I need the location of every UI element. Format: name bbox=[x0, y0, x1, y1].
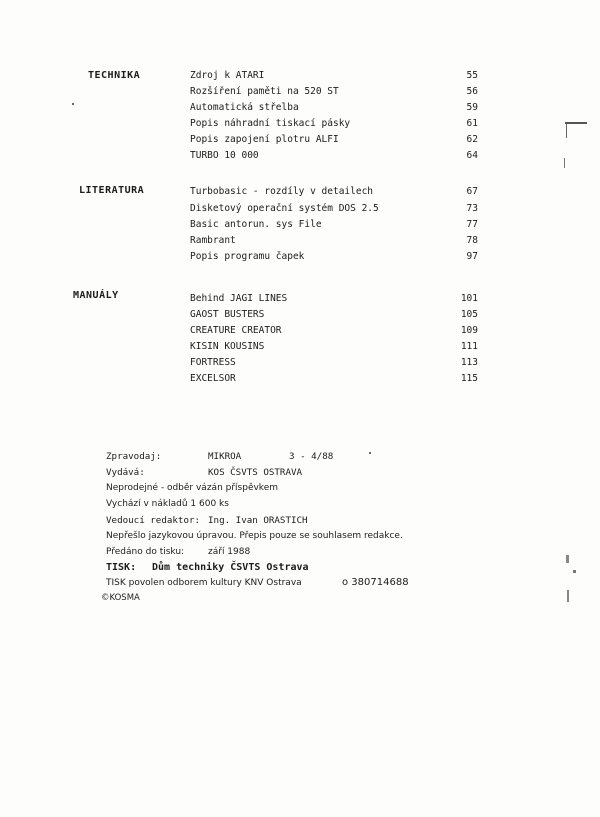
imprint-issue: 3 - 4/88 bbox=[289, 451, 334, 462]
imprint-code: o 380714688 bbox=[342, 577, 409, 588]
toc-entry-title: Popis náhradní tiskací pásky bbox=[190, 118, 351, 129]
toc-entry-title: Rozšíření paměti na 520 ST bbox=[190, 86, 339, 97]
toc-entry-page: 59 bbox=[466, 102, 478, 113]
copyright-kosma: ©KOSMA bbox=[101, 593, 140, 603]
imprint-value-redaktor: Ing. Ivan ORASTICH bbox=[208, 515, 308, 526]
scan-mark bbox=[565, 122, 587, 124]
toc-entry-page: 115 bbox=[460, 373, 478, 384]
toc-entry-page: 67 bbox=[466, 186, 478, 197]
toc-entry-page: 73 bbox=[466, 203, 478, 214]
imprint-value-zpravodaj: MIKROA bbox=[208, 451, 242, 462]
toc-entry-title: TURBO 10 000 bbox=[190, 150, 259, 161]
toc-entry-page: 64 bbox=[466, 150, 478, 161]
scan-mark bbox=[566, 124, 567, 138]
toc-entry-page: 105 bbox=[460, 309, 478, 320]
toc-entry-page: 109 bbox=[460, 325, 478, 336]
toc-entry-page: 62 bbox=[466, 134, 478, 145]
toc-entry-title: CREATURE CREATOR bbox=[190, 325, 282, 336]
toc-entry-title: KISIN KOUSINS bbox=[190, 341, 265, 352]
section-heading-manualy: MANUÁLY bbox=[73, 290, 119, 301]
imprint-vychazi: Vychází v nákladů 1 600 ks bbox=[106, 499, 229, 509]
imprint-label-predano: Předáno do tisku: bbox=[106, 547, 185, 557]
imprint-povolen: TISK povolen odborem kultury KNV Ostrava bbox=[106, 578, 302, 588]
toc-entry-page: 101 bbox=[460, 293, 478, 304]
toc-entry-title: Basic antorun. sys File bbox=[190, 219, 322, 230]
toc-entry-title: Popis zapojení plotru ALFI bbox=[190, 134, 339, 145]
imprint-neprodejne: Neprodejné - odběr vázán příspěvkem bbox=[106, 483, 279, 493]
section-heading-literatura: LITERATURA bbox=[79, 185, 145, 196]
imprint-label-tisk: TISK: bbox=[106, 562, 137, 573]
imprint-label-vydava: Vydává: bbox=[106, 467, 145, 478]
toc-entry-title: GAOST BUSTERS bbox=[190, 309, 265, 320]
toc-entry-title: Automatická střelba bbox=[190, 102, 299, 113]
scan-mark bbox=[573, 570, 576, 573]
toc-entry-page: 78 bbox=[466, 235, 478, 246]
toc-entry-title: FORTRESS bbox=[190, 357, 236, 368]
toc-entry-title: Popis programu čapek bbox=[190, 251, 305, 262]
toc-entry-page: 56 bbox=[466, 86, 478, 97]
toc-entry-page: 111 bbox=[460, 341, 478, 352]
toc-entry-title: Behind JAGI LINES bbox=[190, 293, 288, 304]
toc-entry-page: 97 bbox=[466, 251, 478, 262]
imprint-value-predano: září 1988 bbox=[208, 547, 251, 557]
scan-mark bbox=[567, 590, 569, 602]
scan-mark bbox=[566, 555, 569, 563]
toc-entry-title: Zdroj k ATARI bbox=[190, 70, 265, 81]
toc-entry-page: 113 bbox=[460, 357, 478, 368]
toc-entry-page: 61 bbox=[466, 118, 478, 129]
scan-mark bbox=[369, 452, 371, 454]
section-heading-technika: TECHNIKA bbox=[88, 70, 141, 81]
toc-entry-page: 77 bbox=[466, 219, 478, 230]
toc-entry-title: EXCELSOR bbox=[190, 373, 236, 384]
toc-entry-page: 55 bbox=[466, 70, 478, 81]
toc-entry-title: Disketový operační systém DOS 2.5 bbox=[190, 203, 379, 214]
imprint-value-tisk: Dům techniky ČSVTS Ostrava bbox=[152, 562, 309, 573]
imprint-label-redaktor: Vedoucí redaktor: bbox=[106, 515, 201, 526]
imprint-label-zpravodaj: Zpravodaj: bbox=[106, 451, 162, 462]
toc-entry-title: Turbobasic - rozdíly v detailech bbox=[190, 186, 374, 197]
scan-mark bbox=[72, 103, 74, 105]
toc-entry-title: Rambrant bbox=[190, 235, 236, 246]
imprint-neprepslo: Nepřešlo jazykovou úpravou. Přepis pouze se souhlasem redakce. bbox=[106, 531, 403, 541]
scan-mark bbox=[564, 158, 571, 168]
imprint-value-vydava: KOS ČSVTS OSTRAVA bbox=[208, 467, 303, 478]
